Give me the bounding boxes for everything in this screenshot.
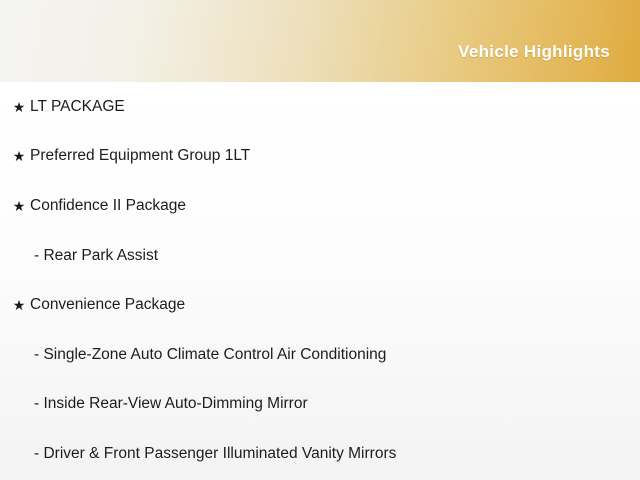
star-icon: ★ <box>12 148 26 165</box>
list-item <box>0 82 640 132</box>
list-item <box>0 380 640 430</box>
list-item <box>0 429 640 479</box>
page-header <box>0 0 640 82</box>
list-item <box>0 181 640 231</box>
list-item-label: - Inside Rear-View Auto-Dimming Mirror <box>34 395 308 413</box>
star-icon: ★ <box>12 98 26 115</box>
list-item-label: - Rear Park Assist <box>34 246 159 264</box>
list-item <box>0 132 640 182</box>
page-title: Vehicle Highlights <box>458 42 610 61</box>
star-icon: ★ <box>12 297 26 314</box>
list-item-label: Confidence II Package <box>30 196 186 214</box>
highlights-list <box>0 82 640 479</box>
list-item-label: Preferred Equipment Group 1LT <box>30 147 251 165</box>
list-item-label: - Driver & Front Passenger Illuminated Vanity Mirrors <box>34 444 397 462</box>
list-item-label: Convenience Package <box>30 296 186 314</box>
highlights-section <box>0 82 640 480</box>
list-item-label: - Single-Zone Auto Climate Control Air Conditioning <box>34 345 387 363</box>
list-item <box>0 280 640 330</box>
list-item <box>0 330 640 380</box>
star-icon: ★ <box>12 197 26 214</box>
list-item-label: LT PACKAGE <box>30 97 125 115</box>
list-item <box>0 231 640 281</box>
